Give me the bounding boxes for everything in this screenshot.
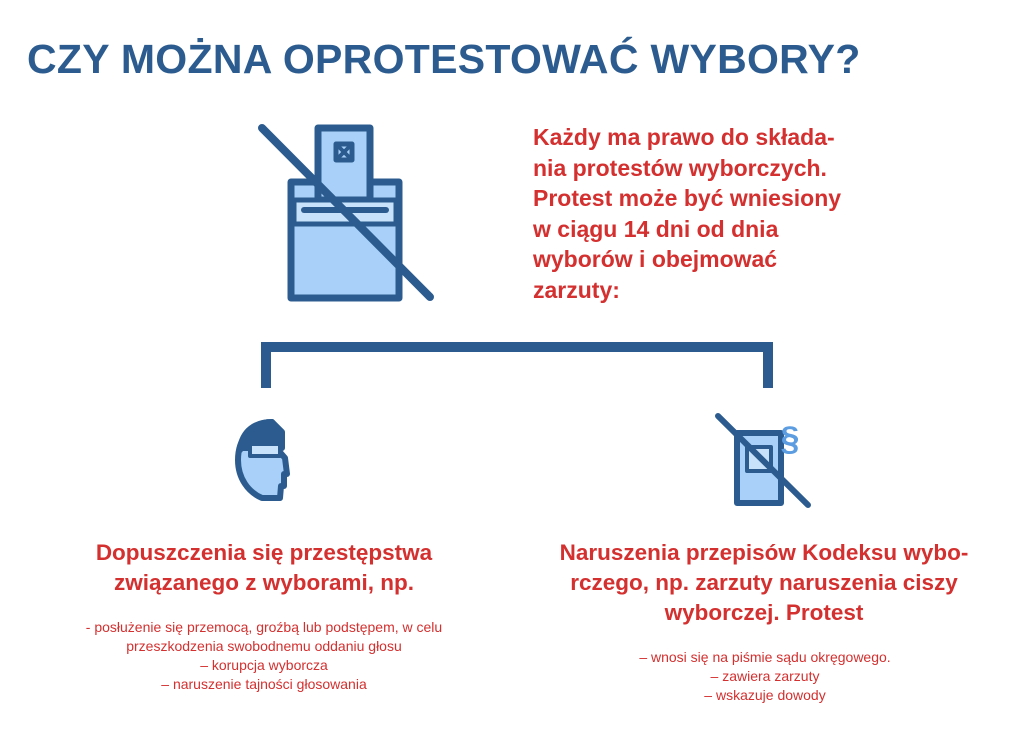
bracket-connector — [266, 347, 768, 388]
left-detail-line: - posłużenie się przemocą, groźbą lub podstępem, w celu — [85, 619, 443, 635]
left-heading — [58, 538, 470, 598]
crossed-ballot-box-icon — [262, 128, 430, 298]
left-detail-line: przeszkodzenia swobodnemu oddaniu głosu — [126, 638, 402, 654]
right-detail-line: – zawiera zarzuty — [710, 668, 820, 684]
paragraph-symbol: § — [780, 420, 800, 458]
left-details — [34, 618, 494, 694]
left-heading-line: Dopuszczenia się przestępstwa — [95, 540, 433, 565]
intro-line: Każdy ma prawo do składa- — [533, 124, 835, 150]
right-details — [560, 648, 970, 705]
left-heading-line: związanego z wyborami, np. — [113, 570, 415, 595]
intro-line: wyborów i obejmować — [533, 246, 778, 272]
left-detail-line: – korupcja wyborcza — [200, 657, 328, 673]
right-detail-line: – wskazuje dowody — [704, 687, 826, 703]
right-heading — [528, 538, 1000, 628]
right-heading-line: Naruszenia przepisów Kodeksu wybo- — [559, 540, 969, 565]
page-title: CZY MOŻNA OPROTESTOWAĆ WYBORY? — [27, 36, 861, 82]
right-detail-line: – wnosi się na piśmie sądu okręgowego. — [639, 649, 891, 665]
masked-criminal-head-icon — [238, 422, 287, 498]
intro-line: Protest może być wniesiony — [533, 185, 842, 211]
intro-line: w ciągu 14 dni od dnia — [533, 215, 779, 242]
intro-line: zarzuty: — [533, 276, 620, 303]
intro-line: nia protestów wyborczych. — [533, 154, 827, 181]
right-heading-line: wyborczej. Protest — [664, 600, 864, 625]
left-detail-line: – naruszenie tajności głosowania — [161, 676, 367, 692]
right-heading-line: rczego, np. zarzuty naruszenia ciszy — [570, 570, 958, 595]
